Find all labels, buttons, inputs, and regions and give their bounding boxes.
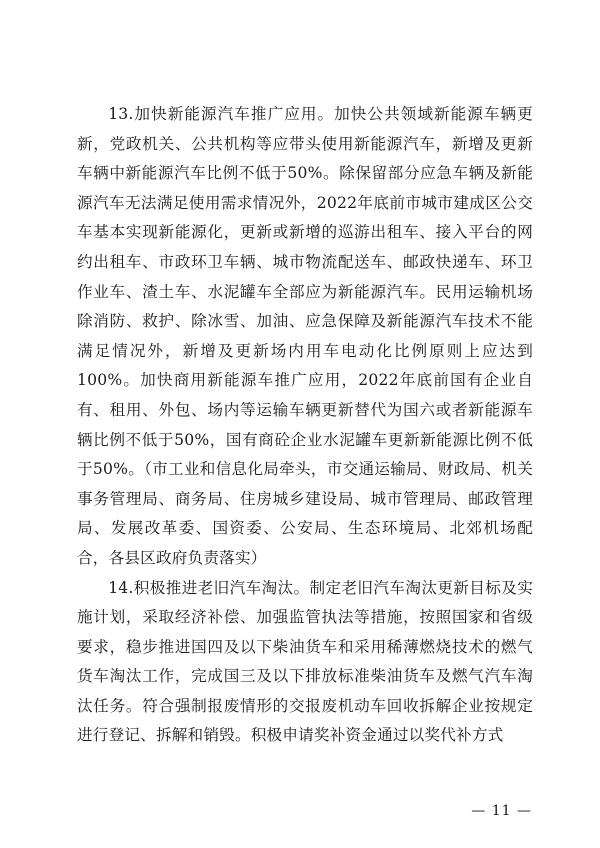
page-number: — 11 — bbox=[471, 803, 532, 819]
paragraph-13 bbox=[77, 100, 533, 574]
paragraph-13-text: 13.加快新能源汽车推广应用。加快公共领域新能源车辆更新，党政机关、公共机构等应带头使用新能源汽车，新增及更新车辆中新能源汽车比例不低于50%。除保留部分应急车辆及新能源汽车无法满足使用需求情况外，2022年底前市城市建成区公交车基本实现新能源化，更新或新增的巡游出租车、接入平台的网约出租车、市政环卫车辆、城市物流配送车、邮政快递车、环卫作业车、渣土车、水泥罐车全部应为新能源汽车。民用运输机场除消防、救护、除冰雪、加油、应急保障及新能源汽车技术不能满足情况外，新增及更新场内用车电动化比例原则上应达到100%。加快商用新能源车推广应用，2022年底前国有企业自有、租用、外包、场内等运输车辆更新替代为国六或者新能源车辆比例不低于50%，国有商砼企业水泥罐车更新新能源比例不低于50%。 bbox=[77, 105, 533, 479]
paragraph-13-responsibility-note: （市工业和信息化局牵头，市交通运输局、财政局、机关事务管理局、商务局、住房城乡建设局、城市管理局、邮政管理局、发展改革委、国资委、公安局、生态环境局、北郊机场配合，各县区政府负责落实） bbox=[77, 460, 533, 567]
paragraph-14 bbox=[77, 574, 533, 752]
paragraph-14-text: 14.积极推进老旧汽车淘汰。制定老旧汽车淘汰更新目标及实施计划，采取经济补偿、加强监管执法等措施，按照国家和省级要求，稳步推进国四及以下柴油货车和采用稀薄燃烧技术的燃气货车淘汰工作，完成国三及以下排放标准柴油货车及燃气汽车淘汰任务。符合强制报废情形的交报废机动车回收拆解企业按规定进行登记、拆解和销毁。积极申请奖补资金通过以奖代补方式 bbox=[77, 578, 533, 745]
body-text bbox=[77, 100, 533, 751]
